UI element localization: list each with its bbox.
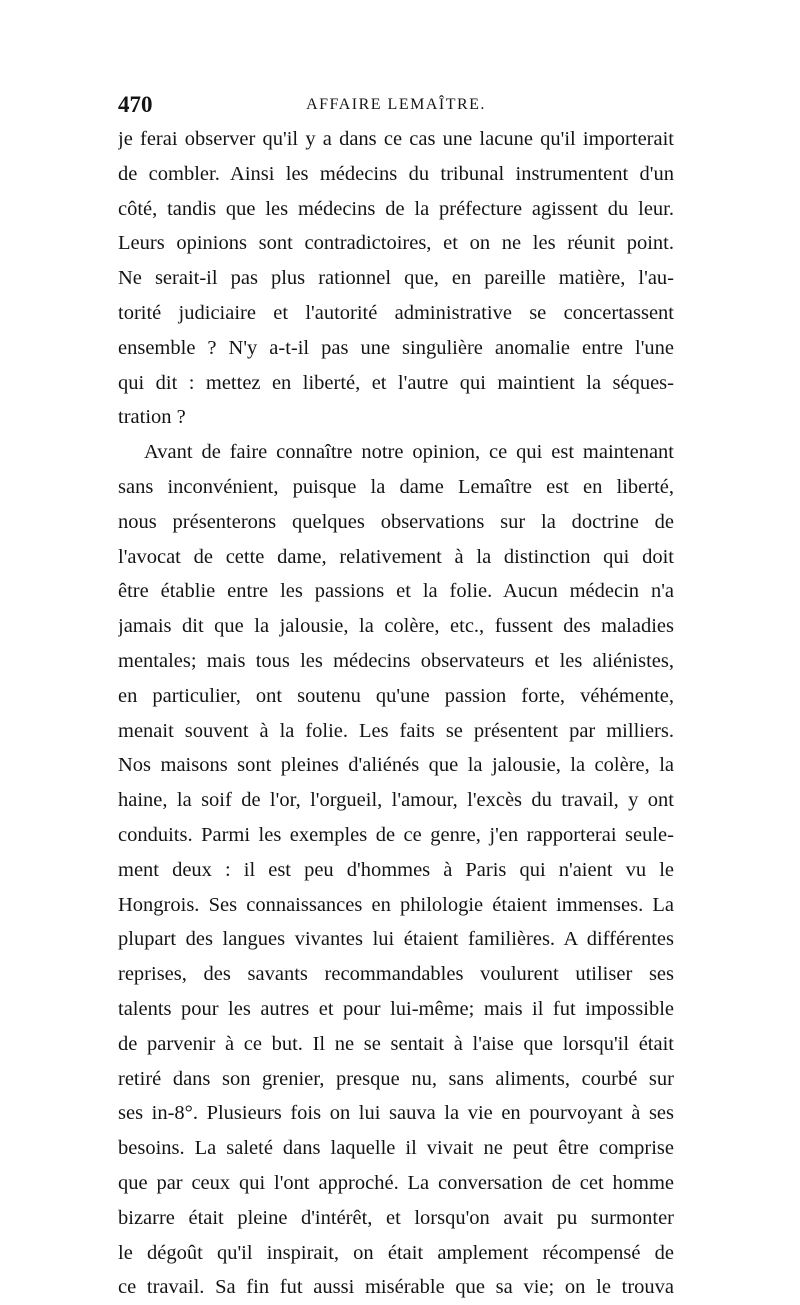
text-line: en particulier, ont soutenu qu'une passion forte, véhémente, — [118, 684, 674, 707]
text-line: talents pour les autres et pour lui-même; mais il fut impossible — [118, 997, 674, 1020]
page-number: 470 — [118, 92, 153, 117]
text-line: l'avocat de cette dame, relativement à la distinction qui doit — [118, 545, 674, 568]
text-line: ce travail. Sa fin fut aussi misérable que sa vie; on le trouva — [118, 1276, 674, 1299]
text-line: nous présenterons quelques observations sur la doctrine de — [118, 510, 674, 533]
text-line: mentales; mais tous les médecins observateurs et les aliénistes, — [118, 649, 674, 672]
text-line: menait souvent à la folie. Les faits se présentent par milliers. — [118, 719, 674, 742]
text-line: ment deux : il est peu d'hommes à Paris qui n'aient vu le — [118, 858, 674, 881]
text-line: sans inconvénient, puisque la dame Lemaître est en liberté, — [118, 475, 674, 498]
running-title: AFFAIRE LEMAÎTRE. — [306, 96, 486, 113]
text-line: Hongrois. Ses connaissances en philologie étaient immenses. La — [118, 893, 674, 916]
text-line: Nos maisons sont pleines d'aliénés que la jalousie, la colère, la — [118, 754, 674, 777]
text-line: tration ? — [118, 406, 186, 429]
text-line: haine, la soif de l'or, l'orgueil, l'amour, l'excès du travail, y ont — [118, 789, 674, 812]
text-line: jamais dit que la jalousie, la colère, etc., fussent des maladies — [118, 615, 674, 638]
text-line: ensemble ? N'y a-t-il pas une singulière anomalie entre l'une — [118, 336, 674, 359]
text-line: être établie entre les passions et la folie. Aucun médecin n'a — [118, 580, 674, 603]
text-line: plupart des langues vivantes lui étaient familières. A différentes — [118, 928, 674, 951]
text-line: retiré dans son grenier, presque nu, sans aliments, courbé sur — [118, 1067, 674, 1090]
text-line: conduits. Parmi les exemples de ce genre, j'en rapporterai seule- — [118, 823, 674, 846]
text-line: de combler. Ainsi les médecins du tribunal instrumentent d'un — [118, 162, 674, 185]
text-line: reprises, des savants recommandables voulurent utiliser ses — [118, 963, 674, 986]
text-line: côté, tandis que les médecins de la préfecture agissent du leur. — [118, 197, 674, 220]
paragraph-2 — [118, 435, 674, 1305]
text-line: je ferai observer qu'il y a dans ce cas une lacune qu'il importerait — [118, 128, 674, 150]
text-line: Ne serait-il pas plus rationnel que, en pareille matière, l'au- — [118, 267, 674, 290]
text-line: de parvenir à ce but. Il ne se sentait à l'aise que lorsqu'il était — [118, 1032, 674, 1055]
text-line: Leurs opinions sont contradictoires, et on ne les réunit point. — [118, 232, 674, 255]
text-line: Avant de faire connaître notre opinion, ce qui est maintenant — [144, 441, 674, 464]
text-line: torité judiciaire et l'autorité administrative se concertassent — [118, 301, 674, 324]
page-header — [118, 92, 674, 120]
text-line: que par ceux qui l'ont approché. La conversation de cet homme — [118, 1171, 674, 1194]
text-line: ses in-8°. Plusieurs fois on lui sauva la vie en pourvoyant à ses — [118, 1102, 674, 1125]
text-line: qui dit : mettez en liberté, et l'autre qui maintient la séques- — [118, 371, 674, 394]
text-line: le dégoût qu'il inspirait, on était amplement récompensé de — [118, 1241, 674, 1264]
text-line: besoins. La saleté dans laquelle il vivait ne peut être comprise — [118, 1137, 674, 1160]
text-line: bizarre était pleine d'intérêt, et lorsqu'on avait pu surmonter — [118, 1206, 674, 1229]
paragraph-1 — [118, 122, 674, 435]
body-text — [118, 122, 674, 1305]
